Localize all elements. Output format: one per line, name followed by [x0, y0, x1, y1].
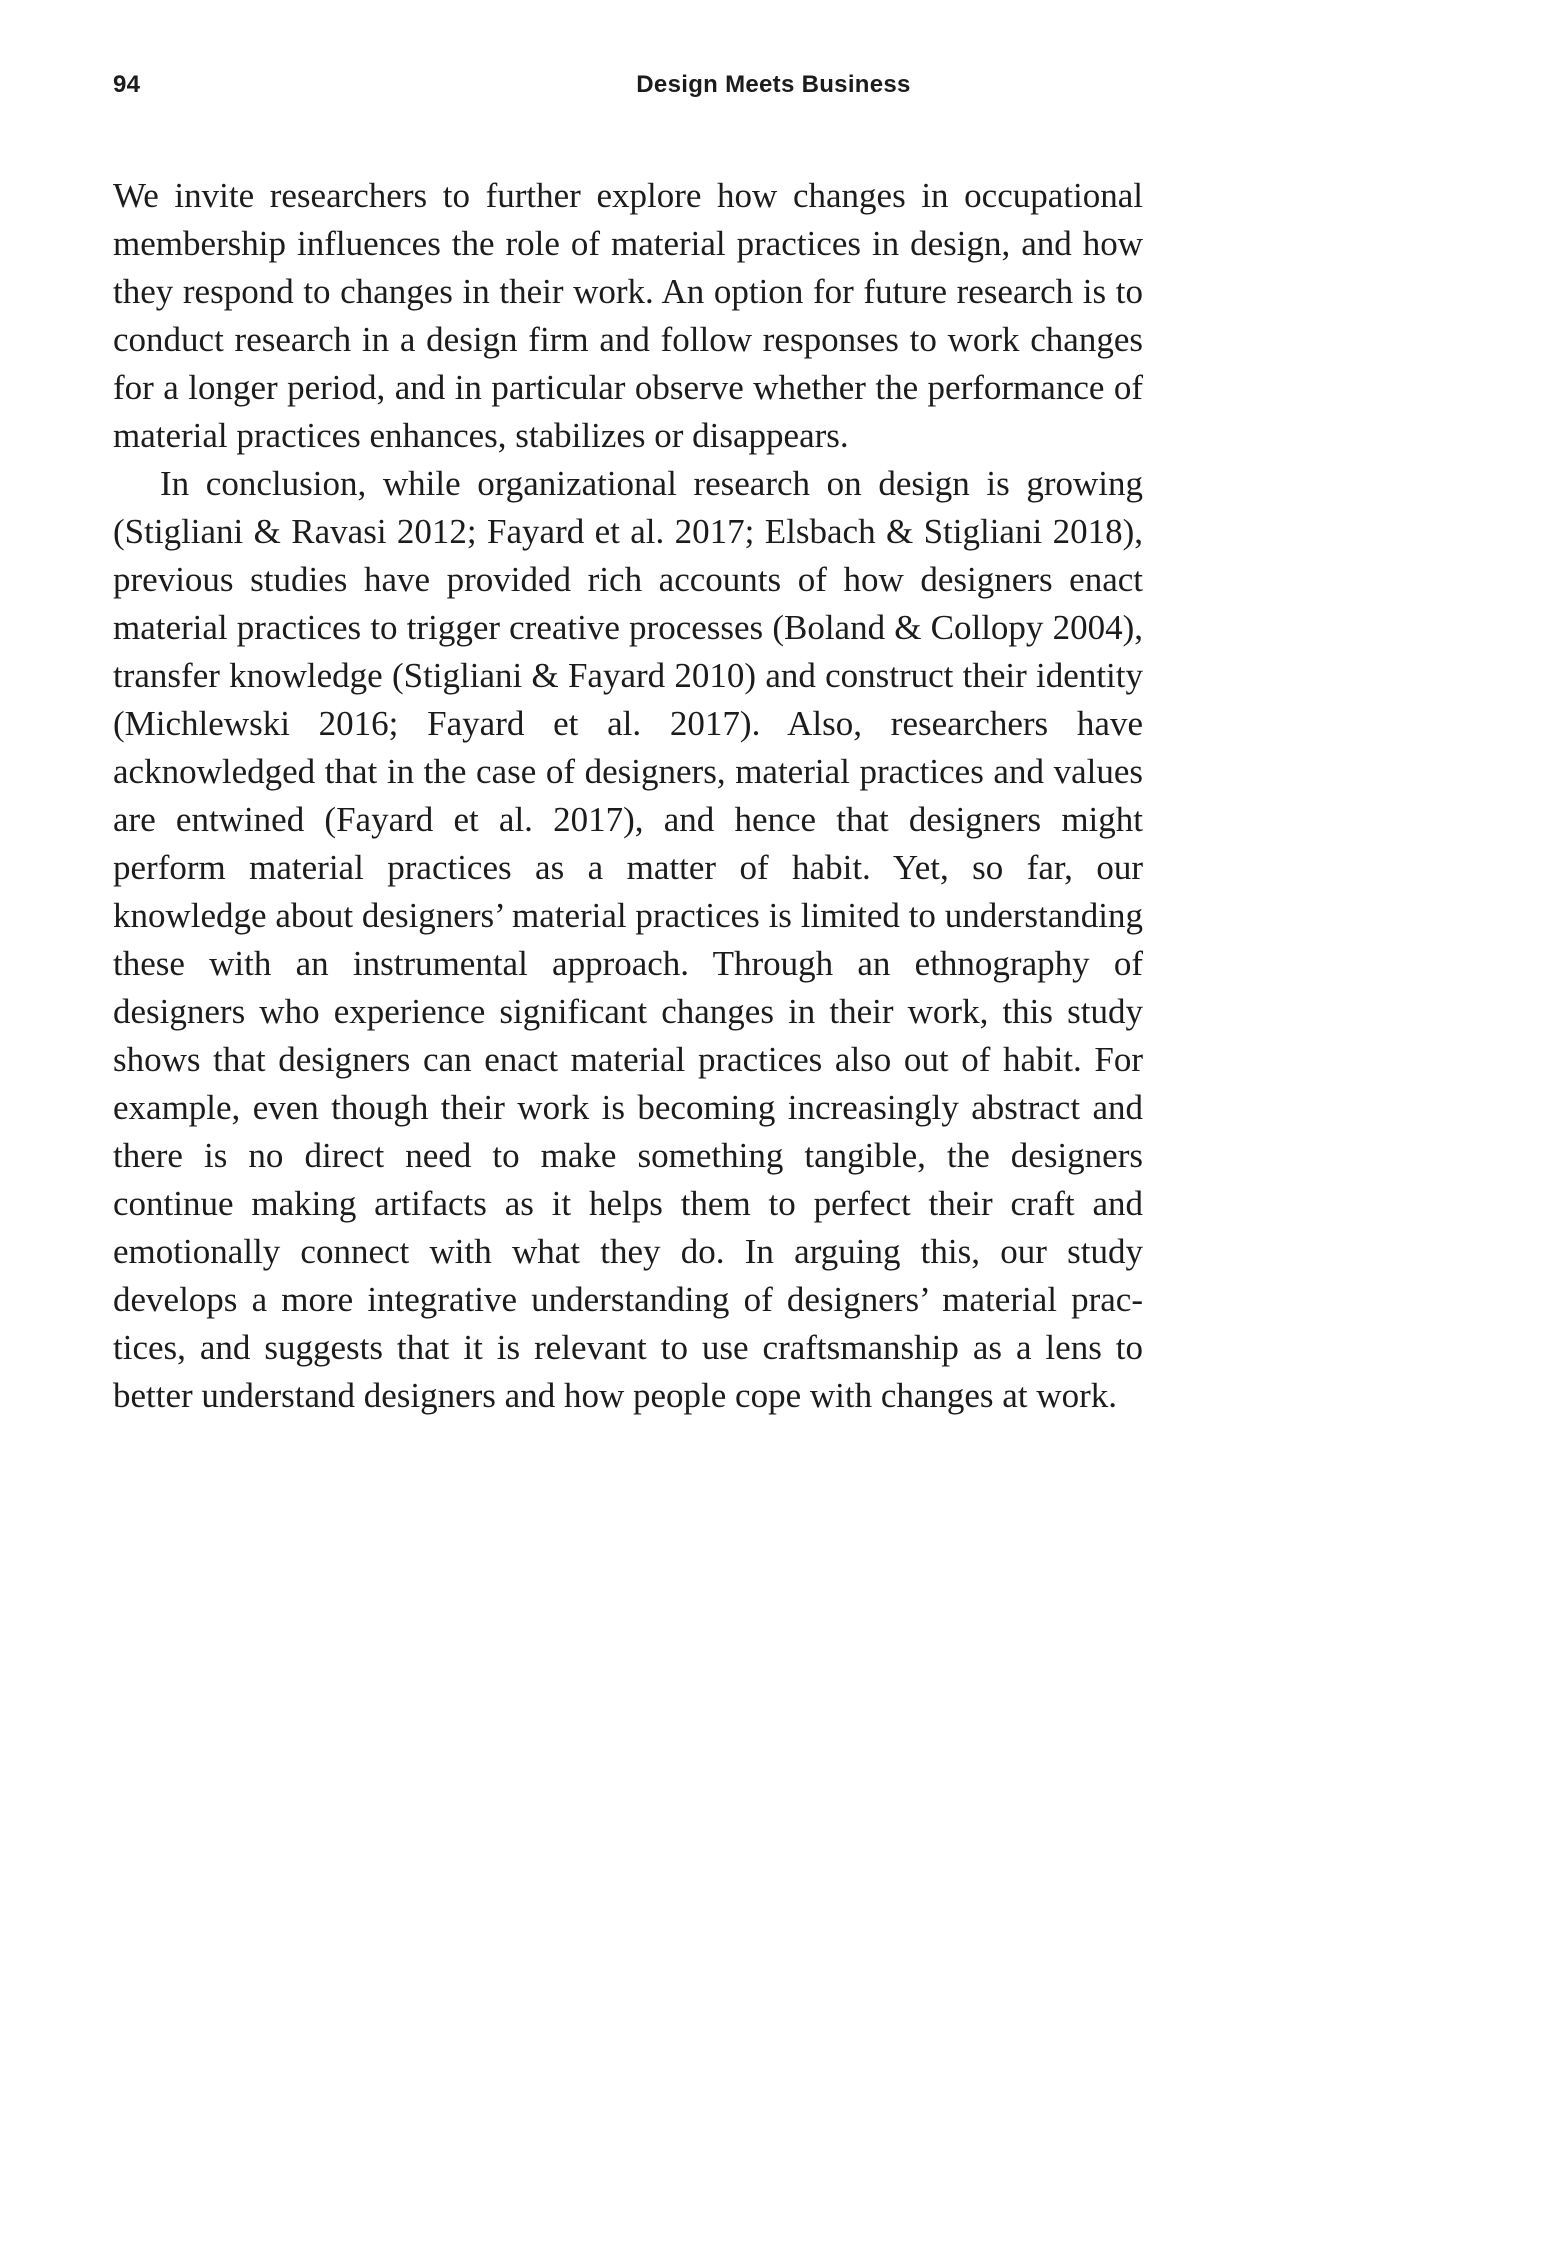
- paragraph-future-research: We invite researchers to further explore how changes in occupational membership influences the role of material practices in design, and how they respond to changes in their work. An option for future research is to conduct research in a design firm and follow responses to work changes for a longer period, and in particular observe whether the performance of material practices enhances, stabilizes or disappears.: [113, 176, 1143, 455]
- paragraph-conclusion: In conclusion, while organizational research on design is growing (Stigliani & Ravasi 2012; Fayard et al. 2017; Elsbach & Stigliani 2018), previous studies have provided rich accounts of how designers enact material practices to trigger creative processes (Boland & Collopy 2004), transfer knowledge (Stigliani & Fayard 2010) and construct their identity (Michlewski 2016; Fayard et al. 2017). Also, researchers have acknowledged that in the case of designers, material practices and values are entwined (Fayard et al. 2017), and hence that designers might perform material practices as a matter of habit. Yet, so far, our knowledge about designers’ material practices is limited to understanding these with an instrumental approach. Through an ethnography of designers who experience significant changes in their work, this study shows that designers can enact material practices also out of habit. For example, even though their work is becoming increasingly abstract and there is no direct need to make something tangible, the designers continue making artifacts as it helps them to perfect their craft and emotionally connect with what they do. In arguing this, our study develops a more integrative understanding of designers’ material practices, and suggests that it is relevant to use craftsmanship as a lens to better understand designers and how people cope with changes at work.: [113, 464, 1143, 1415]
- body-text: [113, 172, 1143, 1420]
- running-title: Design Meets Business: [636, 71, 911, 98]
- page-number: 94: [113, 71, 141, 98]
